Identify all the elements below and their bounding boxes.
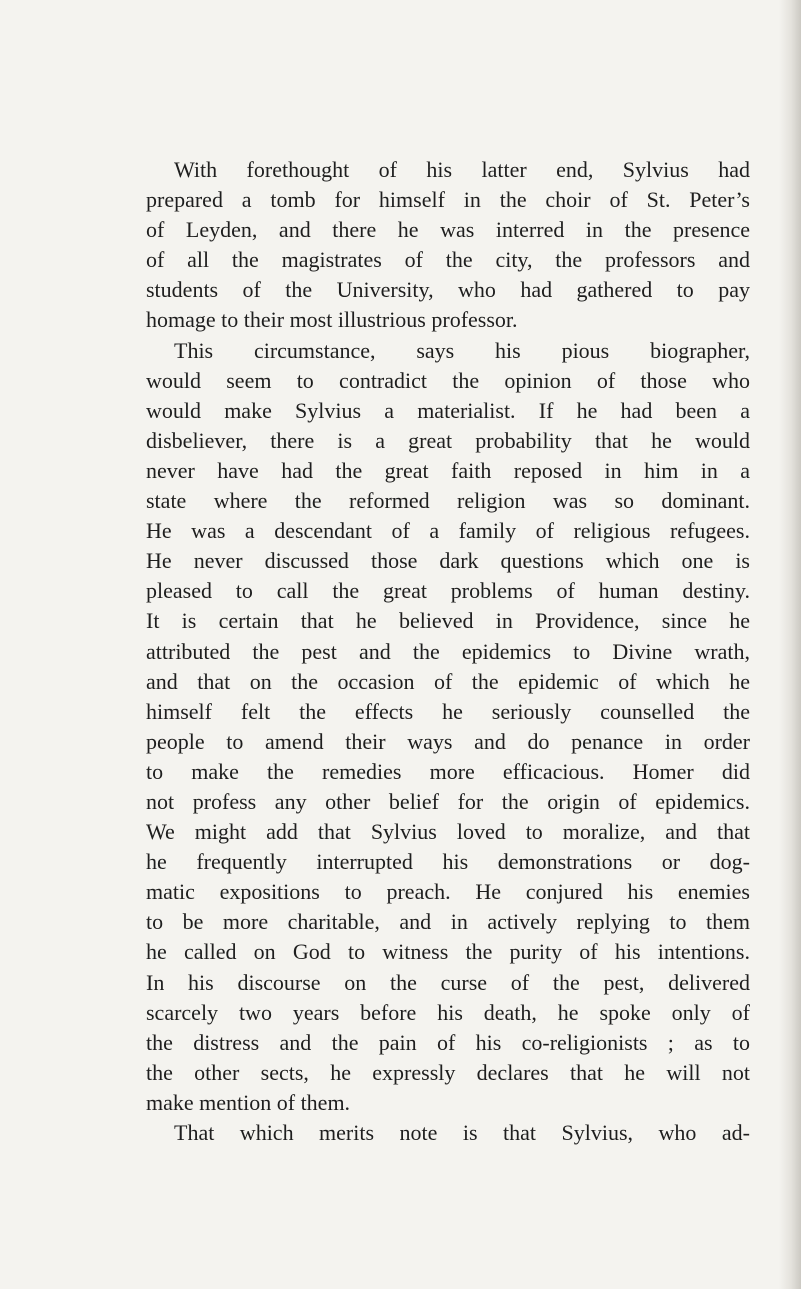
text-line: make mention of them. bbox=[146, 1089, 351, 1115]
page-edge-shadow bbox=[779, 0, 801, 1289]
text-line: disbeliever, there is a great probability that he would bbox=[146, 427, 750, 453]
text-line: He never discussed those dark questions which one is bbox=[146, 548, 750, 574]
text-line: In his discourse on the curse of the pest, delivered bbox=[146, 969, 750, 995]
text-line: he called on God to witness the purity of his intentions. bbox=[146, 939, 750, 965]
text-line: homage to their most illustrious professor. bbox=[146, 307, 518, 333]
text-line: prepared a tomb for himself in the choir of St. Peter’s bbox=[146, 187, 750, 213]
text-line: people to amend their ways and do penance in order bbox=[146, 728, 750, 754]
text-line: That which merits note is that Sylvius, who ad- bbox=[174, 1120, 750, 1145]
text-line: state where the reformed religion was so dominant. bbox=[146, 488, 750, 514]
text-line: students of the University, who had gathered to pay bbox=[146, 277, 750, 303]
text-line: of all the magistrates of the city, the professors and bbox=[146, 247, 750, 273]
body-text bbox=[146, 155, 750, 1148]
text-line: would seem to contradict the opinion of those who bbox=[146, 367, 750, 393]
text-line: We might add that Sylvius loved to moralize, and that bbox=[146, 819, 750, 845]
text-line: This circumstance, says his pious biographer, bbox=[174, 337, 750, 363]
text-line: not profess any other belief for the origin of epidemics. bbox=[146, 788, 750, 814]
text-line: the other sects, he expressly declares that he will not bbox=[146, 1059, 750, 1085]
text-line: scarcely two years before his death, he spoke only of bbox=[146, 999, 750, 1025]
text-line: It is certain that he believed in Providence, since he bbox=[146, 608, 750, 634]
text-line: and that on the occasion of the epidemic of which he bbox=[146, 668, 750, 694]
text-line: of Leyden, and there he was interred in the presence bbox=[146, 217, 750, 243]
text-line: to make the remedies more efficacious. Homer did bbox=[146, 758, 750, 784]
text-line: With forethought of his latter end, Sylvius had bbox=[174, 157, 750, 182]
text-line: matic expositions to preach. He conjured his enemies bbox=[146, 879, 750, 905]
text-line: pleased to call the great problems of human destiny. bbox=[146, 578, 750, 604]
text-line: to be more charitable, and in actively replying to them bbox=[146, 909, 750, 935]
text-line: himself felt the effects he seriously counselled the bbox=[146, 698, 750, 724]
text-line: the distress and the pain of his co-religionists ; as to bbox=[146, 1029, 750, 1055]
text-line: attributed the pest and the epidemics to Divine wrath, bbox=[146, 638, 750, 664]
text-line: never have had the great faith reposed in him in a bbox=[146, 457, 750, 483]
text-line: would make Sylvius a materialist. If he had been a bbox=[146, 397, 750, 423]
text-line: he frequently interrupted his demonstrations or dog- bbox=[146, 849, 750, 875]
text-line: He was a descendant of a family of religious refugees. bbox=[146, 518, 750, 544]
